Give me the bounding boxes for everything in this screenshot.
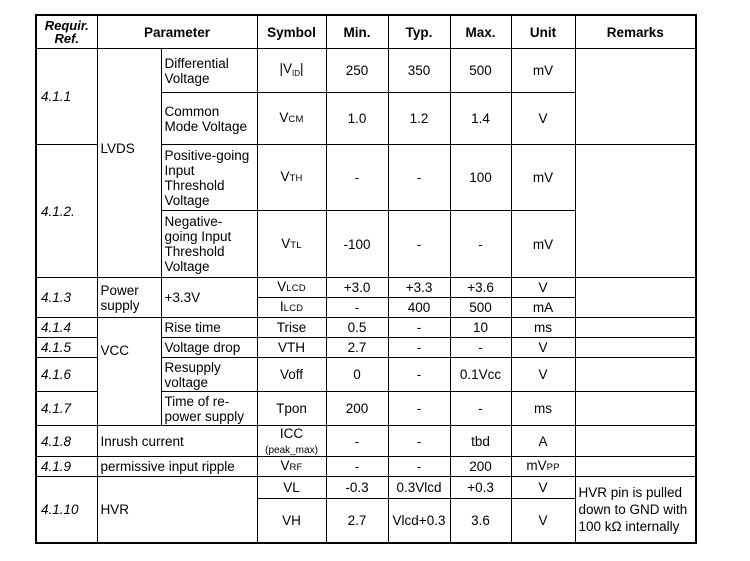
- param-cell: +3.3V: [161, 278, 257, 318]
- symbol-cell: VH: [257, 499, 326, 543]
- max-cell: 1.4: [450, 93, 511, 145]
- remarks-cell: [575, 49, 696, 145]
- typ-cell: -: [388, 392, 450, 426]
- symbol-cell: Trise: [257, 318, 326, 338]
- table-row: [36, 477, 696, 499]
- remarks-cell: [575, 338, 696, 358]
- param-cell: HVR: [97, 477, 257, 543]
- ref-cell: 4.1.7: [36, 392, 97, 426]
- typ-cell: 1.2: [388, 93, 450, 145]
- symbol-cell: VRF: [257, 457, 326, 477]
- param-cell: Negative-going Input Threshold Voltage: [161, 211, 257, 278]
- remarks-cell: [575, 457, 696, 477]
- electrical-characteristics-table: [35, 14, 697, 544]
- typ-cell: 0.3Vlcd: [388, 477, 450, 499]
- header-typ: Typ.: [388, 15, 450, 49]
- typ-cell: -: [388, 457, 450, 477]
- min-cell: -0.3: [326, 477, 388, 499]
- min-cell: 250: [326, 49, 388, 93]
- table-header-row: [36, 15, 696, 49]
- max-cell: 200: [450, 457, 511, 477]
- typ-cell: -: [388, 145, 450, 211]
- remarks-cell: [575, 318, 696, 338]
- max-cell: +3.6: [450, 278, 511, 298]
- min-cell: 2.7: [326, 499, 388, 543]
- symbol-cell: VTH: [257, 338, 326, 358]
- symbol-cell: $|V_{ID}|$: [257, 49, 326, 93]
- unit-cell: V: [511, 338, 575, 358]
- symbol-cell: Tpon: [257, 392, 326, 426]
- ref-cell: 4.1.9: [36, 457, 97, 477]
- min-cell: 200: [326, 392, 388, 426]
- typ-cell: -: [388, 211, 450, 278]
- table-row: [36, 278, 696, 298]
- min-cell: 2.7: [326, 338, 388, 358]
- param-cell: Voltage drop: [161, 338, 257, 358]
- ref-cell: 4.1.8: [36, 426, 97, 457]
- remarks-cell: [575, 426, 696, 457]
- header-min: Min.: [326, 15, 388, 49]
- remarks-cell: [575, 145, 696, 278]
- typ-cell: 350: [388, 49, 450, 93]
- symbol-cell: ICC (peak_max): [257, 426, 326, 457]
- table-row: [36, 318, 696, 338]
- min-cell: -: [326, 426, 388, 457]
- ref-cell: 4.1.1: [36, 49, 97, 145]
- max-cell: tbd: [450, 426, 511, 457]
- ref-cell: 4.1.5: [36, 338, 97, 358]
- unit-cell: V: [511, 477, 575, 499]
- unit-cell: V: [511, 278, 575, 298]
- header-requirement-ref: Requir. Ref.: [36, 15, 97, 49]
- ref-cell: 4.1.3: [36, 278, 97, 318]
- min-cell: 1.0: [326, 93, 388, 145]
- unit-cell: mA: [511, 298, 575, 318]
- header-max: Max.: [450, 15, 511, 49]
- max-cell: 3.6: [450, 499, 511, 543]
- header-parameter: Parameter: [97, 15, 257, 49]
- param-cell: Time of re-power supply: [161, 392, 257, 426]
- remarks-cell: [575, 392, 696, 426]
- param-cell: Positive-going Input Threshold Voltage: [161, 145, 257, 211]
- typ-cell: +3.3: [388, 278, 450, 298]
- unit-cell: V: [511, 93, 575, 145]
- ref-cell: 4.1.4: [36, 318, 97, 338]
- param-cell: Rise time: [161, 318, 257, 338]
- typ-cell: -: [388, 358, 450, 392]
- unit-cell: mV: [511, 145, 575, 211]
- typ-cell: -: [388, 426, 450, 457]
- symbol-cell: ILCD: [257, 298, 326, 318]
- max-cell: +0.3: [450, 477, 511, 499]
- remarks-cell: [575, 358, 696, 392]
- table-row: [36, 49, 696, 93]
- symbol-cell: Voff: [257, 358, 326, 392]
- header-symbol: Symbol: [257, 15, 326, 49]
- min-cell: +3.0: [326, 278, 388, 298]
- unit-cell: V: [511, 499, 575, 543]
- ref-cell: 4.1.10: [36, 477, 97, 543]
- min-cell: 0: [326, 358, 388, 392]
- param-cell: Resupply voltage: [161, 358, 257, 392]
- symbol-cell: VLCD: [257, 278, 326, 298]
- header-remarks: Remarks: [575, 15, 696, 49]
- unit-cell: mV: [511, 49, 575, 93]
- symbol-cell: VCM: [257, 93, 326, 145]
- max-cell: -: [450, 392, 511, 426]
- group-lvds: LVDS: [97, 49, 161, 278]
- typ-cell: -: [388, 338, 450, 358]
- unit-cell: ms: [511, 318, 575, 338]
- unit-cell: ms: [511, 392, 575, 426]
- min-cell: -: [326, 145, 388, 211]
- typ-cell: 400: [388, 298, 450, 318]
- typ-cell: Vlcd+0.3: [388, 499, 450, 543]
- typ-cell: -: [388, 318, 450, 338]
- symbol-cell: VTL: [257, 211, 326, 278]
- group-vcc: VCC: [97, 318, 161, 426]
- param-cell: Common Mode Voltage: [161, 93, 257, 145]
- table-row: [36, 426, 696, 457]
- max-cell: -: [450, 211, 511, 278]
- param-cell: permissive input ripple: [97, 457, 257, 477]
- min-cell: -100: [326, 211, 388, 278]
- param-cell: Differential Voltage: [161, 49, 257, 93]
- unit-cell: V: [511, 358, 575, 392]
- unit-cell: mV: [511, 211, 575, 278]
- min-cell: -: [326, 457, 388, 477]
- ref-cell: 4.1.2.: [36, 145, 97, 278]
- remarks-cell-hvr: HVR pin is pulled down to GND with 100 kΩ internally: [575, 477, 696, 543]
- max-cell: 0.1Vcc: [450, 358, 511, 392]
- max-cell: 500: [450, 49, 511, 93]
- header-unit: Unit: [511, 15, 575, 49]
- unit-cell: mVPP: [511, 457, 575, 477]
- max-cell: 500: [450, 298, 511, 318]
- param-cell: Inrush current: [97, 426, 257, 457]
- max-cell: -: [450, 338, 511, 358]
- unit-cell: A: [511, 426, 575, 457]
- max-cell: 100: [450, 145, 511, 211]
- remarks-cell: [575, 278, 696, 318]
- max-cell: 10: [450, 318, 511, 338]
- symbol-cell: VL: [257, 477, 326, 499]
- spec-table-container: [35, 14, 695, 544]
- group-power-supply: Power supply: [97, 278, 161, 318]
- ref-cell: 4.1.6: [36, 358, 97, 392]
- symbol-cell: VTH: [257, 145, 326, 211]
- min-cell: -: [326, 298, 388, 318]
- table-row: [36, 457, 696, 477]
- min-cell: 0.5: [326, 318, 388, 338]
